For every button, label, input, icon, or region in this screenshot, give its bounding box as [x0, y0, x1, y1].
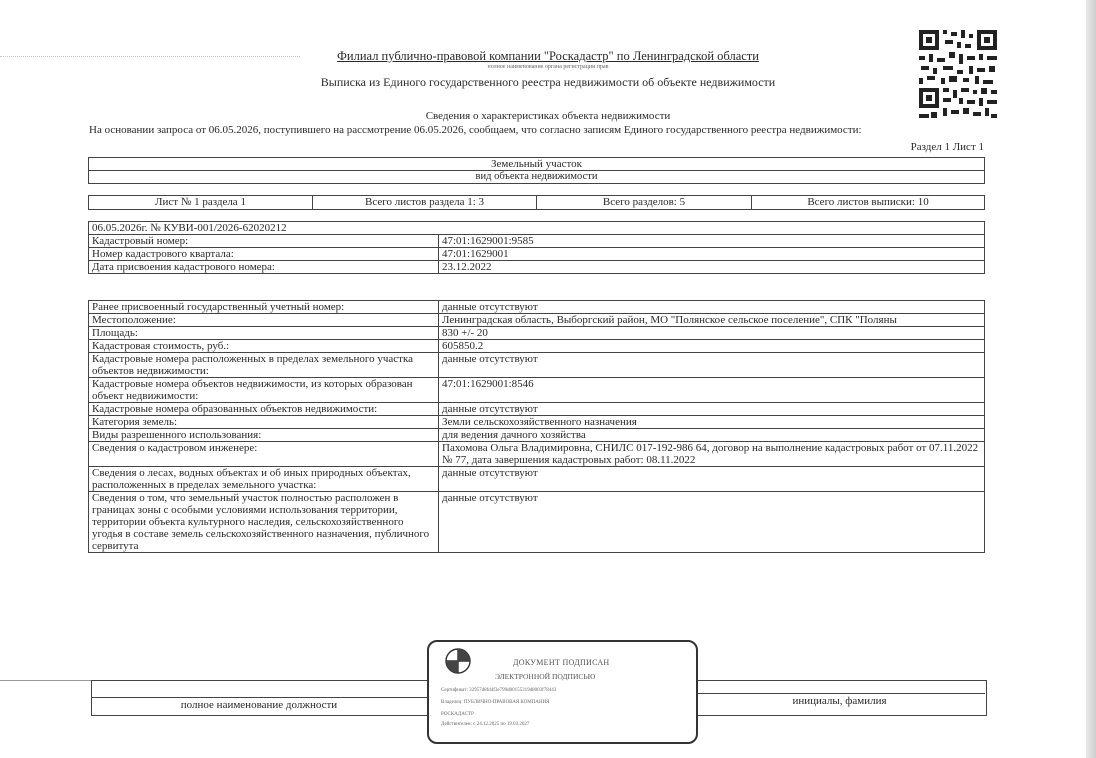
- row-label: Кадастровая стоимость, руб.:: [89, 340, 439, 353]
- row-label: Кадастровые номера объектов недвижимости, из которых образован объект недвижимости:: [89, 378, 439, 403]
- branch-name: Филиал публично-правовой компании "Роскадастр" по Ленинградской области: [337, 49, 759, 63]
- table-row: [89, 403, 985, 416]
- name-label: инициалы, фамилия: [694, 693, 985, 708]
- row-label: Дата присвоения кадастрового номера:: [89, 261, 439, 274]
- row-value: 47:01:1629001:8546: [439, 378, 985, 403]
- roskadastr-logo-icon: [445, 648, 471, 674]
- stamp-line-1: ДОКУМЕНТ ПОДПИСАН: [513, 658, 610, 667]
- row-label: Сведения о лесах, водных объектах и об иных природных объектах, расположенных в пределах земельного участка:: [89, 467, 439, 492]
- row-value: 605850.2: [439, 340, 985, 353]
- row-value: Ленинградская область, Выборгский район, МО "Полянское сельское поселение", СПК "Поляны: [439, 314, 985, 327]
- cadastral-number: 47:01:1629001:9585: [439, 235, 985, 248]
- branch-caption: полное наименование органа регистрации прав: [487, 64, 609, 70]
- table-row: [89, 235, 985, 248]
- cadastral-quarter: 47:01:1629001: [439, 248, 985, 261]
- cadastral-main-table: [88, 221, 985, 274]
- row-label: Кадастровые номера расположенных в пределах земельного участка объектов недвижимости:: [89, 353, 439, 378]
- section-title: Сведения о характеристиках объекта недвижимости: [425, 110, 671, 122]
- row-label: Площадь:: [89, 327, 439, 340]
- row-value: Пахомова Ольга Владимировна, СНИЛС 017-192-986 64, договор на выполнение кадастровых работ от 07.11.2022 № 77, дата завершения кадастровых работ: 08.11.2022: [439, 442, 985, 467]
- row-value: Земли сельскохозяйственного назначения: [439, 416, 985, 429]
- row-value: данные отсутствуют: [439, 301, 985, 314]
- object-type-caption: вид объекта недвижимости: [89, 171, 985, 184]
- sheet-number: Лист № 1 раздела 1: [89, 196, 313, 210]
- table-row: [89, 353, 985, 378]
- object-name: Земельный участок: [89, 158, 985, 171]
- document-title: Выписка из Единого государственного реестра недвижимости об объекте недвижимости: [320, 75, 776, 89]
- row-value: данные отсутствуют: [439, 492, 985, 553]
- row-value: данные отсутствуют: [439, 467, 985, 492]
- row-label: Местоположение:: [89, 314, 439, 327]
- table-row: [89, 378, 985, 403]
- table-row: [89, 416, 985, 429]
- electronic-signature-stamp: [427, 640, 698, 744]
- position-label: полное наименование должности: [91, 697, 427, 714]
- row-value: для ведения дачного хозяйства: [439, 429, 985, 442]
- row-label: Сведения о кадастровом инженере:: [89, 442, 439, 467]
- table-row: [89, 429, 985, 442]
- table-row: [89, 492, 985, 553]
- sheets-in-section: Всего листов раздела 1: 3: [313, 196, 537, 210]
- stamp-owner: Владелец: ПУБЛИЧНО-ПРАВОВАЯ КОМПАНИЯ: [441, 700, 550, 705]
- table-row: [89, 467, 985, 492]
- stamp-line-2: ЭЛЕКТРОННОЙ ПОДПИСЬЮ: [495, 672, 596, 681]
- table-row: [89, 301, 985, 314]
- details-table: [88, 300, 985, 553]
- row-label: Ранее присвоенный государственный учетный номер:: [89, 301, 439, 314]
- sheets-table: [88, 195, 985, 210]
- table-row: [89, 314, 985, 327]
- row-value: данные отсутствуют: [439, 403, 985, 416]
- section-sheet-label: Раздел 1 Лист 1: [910, 141, 984, 153]
- stamp-certificate: Сертификат: 32957d8fd4f3e799d00155319d8003f78443: [441, 688, 557, 693]
- row-label: Кадастровый номер:: [89, 235, 439, 248]
- object-type-table: [88, 157, 985, 184]
- row-value: 830 +/- 20: [439, 327, 985, 340]
- row-label: Категория земель:: [89, 416, 439, 429]
- extract-date-number: 06.05.2026г. № КУВИ-001/2026-62020212: [89, 222, 985, 235]
- stamp-owner-name: РОСКАДАСТР: [441, 712, 474, 717]
- table-row: [89, 248, 985, 261]
- table-row: [89, 327, 985, 340]
- row-value: данные отсутствуют: [439, 353, 985, 378]
- row-label: Кадастровые номера образованных объектов недвижимости:: [89, 403, 439, 416]
- total-sections: Всего разделов: 5: [537, 196, 752, 210]
- table-row: [89, 261, 985, 274]
- stamp-validity: Действителен: с 24.12.2025 по 19.03.2027: [441, 722, 530, 727]
- table-row: [89, 442, 985, 467]
- row-label: Номер кадастрового квартала:: [89, 248, 439, 261]
- row-label: Виды разрешенного использования:: [89, 429, 439, 442]
- request-statement: На основании запроса от 06.05.2026, поступившего на рассмотрение 06.05.2026, сообщаем, что согласно записям Единого государственного реестра недвижимости:: [89, 124, 862, 136]
- signature-left-rule: [0, 680, 94, 681]
- assignment-date: 23.12.2022: [439, 261, 985, 274]
- row-label: Сведения о том, что земельный участок полностью расположен в границах зоны с особыми условиями использования территории, территории объекта культурного наследия, сельскохозяйственного угодья в составе земель сельскохозяйственного назначения, публичного сервитута: [89, 492, 439, 553]
- qr-code-icon: [917, 28, 999, 124]
- total-sheets: Всего листов выписки: 10: [752, 196, 985, 210]
- table-row: [89, 340, 985, 353]
